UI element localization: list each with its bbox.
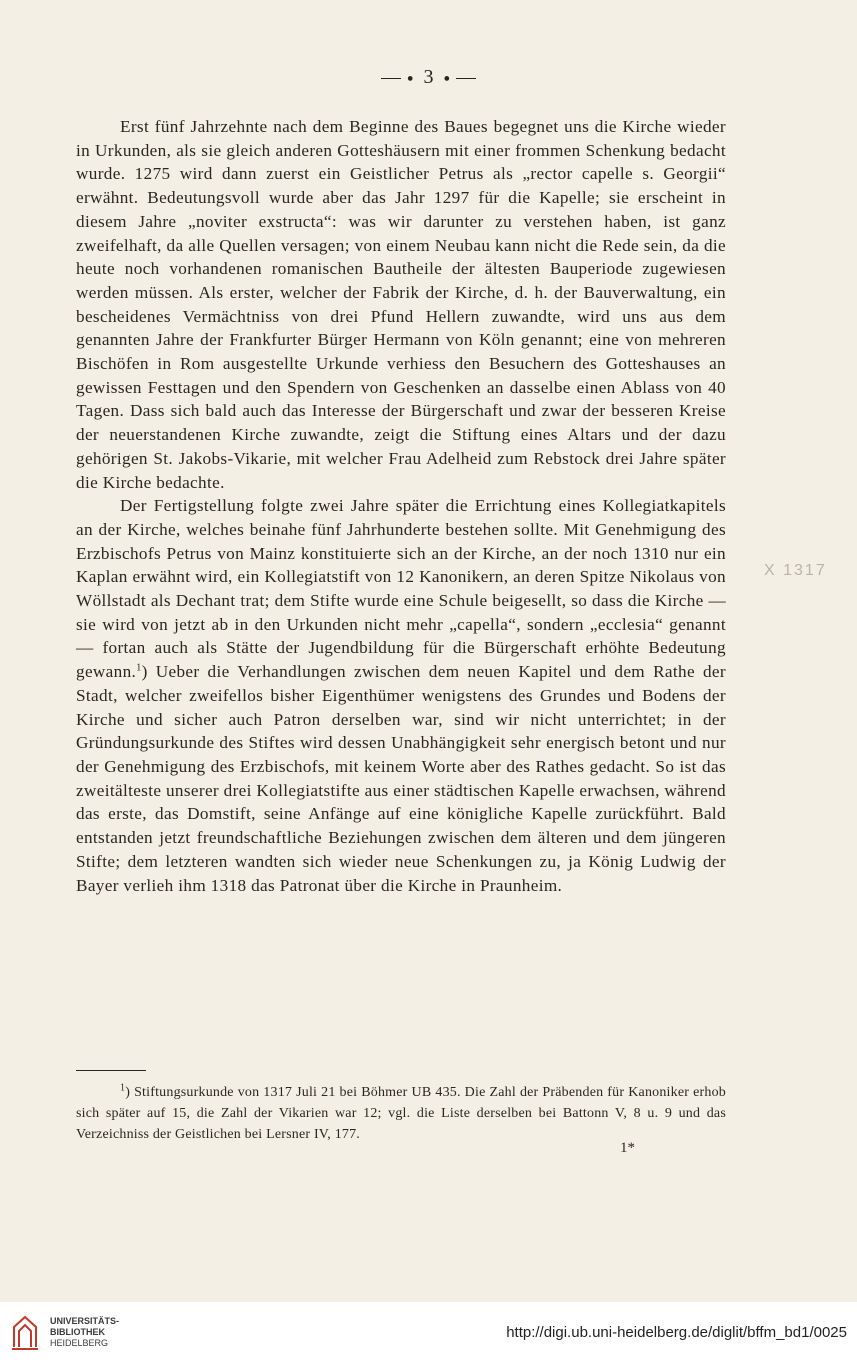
paragraph-2-continuation: ) Ueber die Verhandlungen zwischen dem neuen Kapitel und dem Rathe der Stadt, welcher zweifellos bisher Eigenthümer wenigstens des Grundes und Bodens der Kirche und sicher auch Patron derselben war, sind wir nicht unterrichtet; in der Gründungsurkunde des Stiftes wird dessen Unabhängigkeit sehr energisch betont und nur der Genehmigung des Erzbischofs, mit keinem Worte aber des Rathes gedacht. So ist das zweitälteste unserer drei Kollegiatstifte aus einer städtischen Kapelle erwachsen, während das erste, das Domstift, seine Anfänge auf eine königliche Kapelle zurückführt. Bald entstanden jetzt freundschaftliche Beziehungen zwischen dem älteren und dem jüngeren Stifte; dem letzteren wandten sich wieder neue Schenkungen zu, ja König Ludwig der Bayer verlieh ihm 1318 das Patronat über die Kirche in Praunheim. — [76, 662, 726, 895]
footnote-divider — [76, 1070, 146, 1071]
margin-annotation: X 1317 — [764, 562, 827, 579]
library-footer — [0, 1302, 857, 1362]
body-text — [76, 115, 726, 897]
library-name[interactable] — [50, 1316, 119, 1349]
ornament-right — [456, 78, 476, 79]
library-name-line-2: BIBLIOTHEK — [50, 1327, 105, 1337]
sheet-signature: 1* — [620, 1140, 635, 1156]
permalink-url[interactable]: http://digi.ub.uni-heidelberg.de/diglit/bffm_bd1/0025 — [506, 1324, 847, 1341]
ornament-dot-right: ● — [443, 72, 451, 85]
ornament-left — [381, 78, 401, 79]
library-name-line-3: HEIDELBERG — [50, 1338, 109, 1348]
footnote-marker: 1 — [120, 1082, 126, 1094]
library-name-line-1: UNIVERSITÄTS- — [50, 1316, 120, 1326]
footnote-1-text: ) Stiftungsurkunde von 1317 Juli 21 bei Böhmer UB 435. Die Zahl der Präbenden für Kanoniker erhob sich später auf 15, die Zahl der Vikarien war 12; vgl. die Liste derselben bei Battonn V, 8 u. 9 und das Verzeichniss der Geistlichen bei Lersner IV, 177. — [76, 1085, 726, 1142]
page-number — [0, 66, 857, 89]
university-library-logo-icon[interactable] — [10, 1313, 40, 1351]
paragraph-1: Erst fünf Jahrzehnte nach dem Beginne des Baues begegnet uns die Kirche wieder in Urkunden, als sie gleich anderen Gotteshäusern mit einer frommen Schenkung bedacht wurde. 1275 wird dann zuerst ein Geistlicher Petrus als „rector capelle s. Georgii“ erwähnt. Bedeutungsvoll wurde aber das Jahr 1297 für die Kapelle; sie erscheint in diesem Jahre „noviter exstructa“: was wir darunter zu verstehen haben, ist ganz zweifelhaft, da alle Quellen versagen; von einem Neubau kann nicht die Rede sein, da die heute noch vorhandenen romanischen Bautheile der ältesten Bauperiode zugewiesen werden müssen. Als erster, welcher der Fabrik der Kirche, d. h. der Bauverwaltung, ein bescheidenes Vermächtniss von drei Pfund Hellern zuwandte, wird uns aus dem genannten Jahre der Frankfurter Bürger Hermann von Köln genannt; eine von mehreren Bischöfen in Rom ausgestellte Urkunde verhiess den Besuchern des Gotteshauses an gewissen Festtagen und den Spendern von Geschenken an dasselbe einen Ablass von 40 Tagen. Dass sich bald auch das Interesse der Bürgerschaft und zwar der besseren Kreise der neuerstandenen Kirche zuwandte, zeigt die Stiftung eines Altars und der dazu gehörigen St. Jakobs-Vikarie, mit welcher Frau Adelheid zum Rebstock drei Jahre später die Kirche bedachte. — [76, 117, 726, 492]
paragraph-2 — [76, 494, 726, 897]
footnote-reference[interactable]: 1 — [136, 662, 142, 674]
ornament-dot-left: ● — [406, 72, 414, 85]
footnotes — [76, 1082, 726, 1145]
page-number-value: 3 — [423, 66, 434, 88]
footnote-1 — [76, 1082, 726, 1145]
paragraph-2-text: Der Fertigstellung folgte zwei Jahre später die Errichtung eines Kollegiatkapitels an der Kirche, welches beinahe fünf Jahrhunderte bestehen sollte. Mit Genehmigung des Erzbischofs Petrus von Mainz konstituierte sich an der Kirche, an der noch 1310 nur ein Kaplan erwähnt wird, ein Kollegiatstift von 12 Kanonikern, an deren Spitze Nikolaus von Wöllstadt als Dechant trat; dem Stifte wurde eine Schule beigesellt, so dass die Kirche — sie wird von jetzt ab in den Urkunden nicht mehr „capella“, sondern „ecclesia“ genannt — fortan auch als Stätte der Jugendbildung für die Bürgerschaft erhöhte Bedeutung gewann. — [76, 496, 726, 682]
